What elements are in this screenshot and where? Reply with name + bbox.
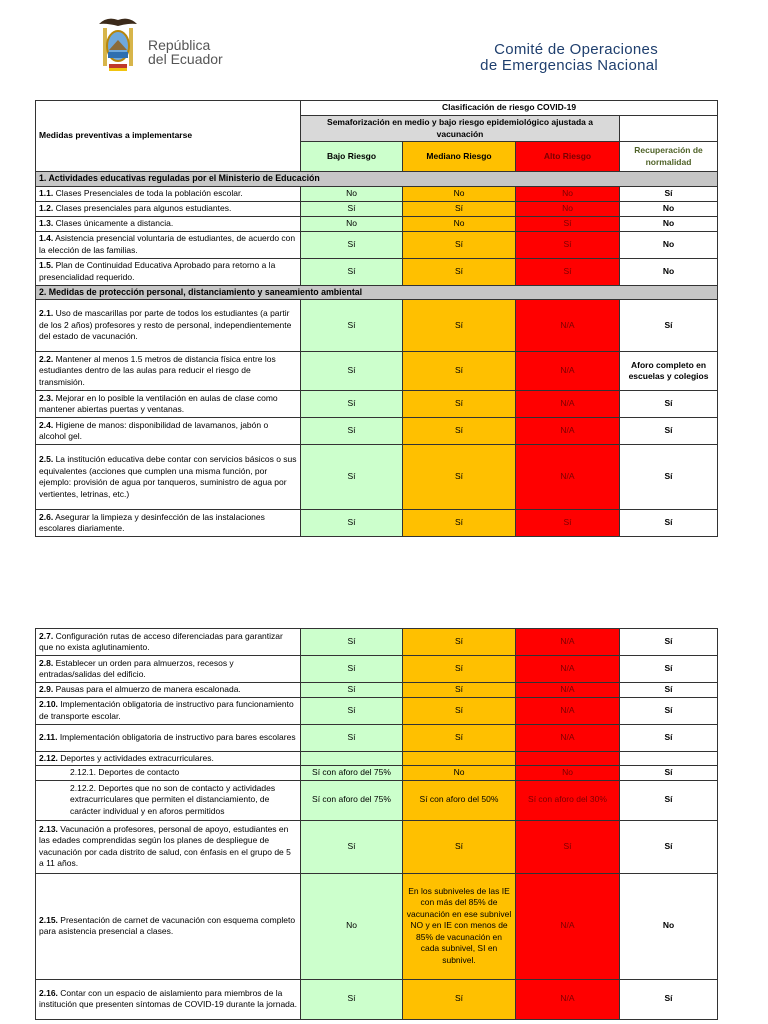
measure-text: Implementación obligatoria de instructivo para bares escolares [59, 731, 296, 742]
measure-number: 2.1. [39, 308, 54, 319]
high-risk-cell [516, 216, 620, 231]
coe-title [480, 42, 658, 74]
low-risk-cell [301, 724, 403, 751]
high-risk-cell [516, 629, 620, 656]
low-risk-cell [301, 510, 403, 537]
high-risk-cell [516, 201, 620, 216]
recovery-cell [620, 724, 718, 751]
table-row [36, 979, 718, 1019]
table-row [36, 418, 718, 445]
medium-risk-cell [403, 979, 516, 1019]
low-risk-cell-value: Sí [347, 704, 356, 715]
medium-risk-cell-value: Sí [454, 202, 464, 213]
measure-cell [36, 186, 301, 201]
high-risk-cell-value: N/A [560, 636, 575, 647]
measure-number: 2.13. [39, 823, 58, 834]
table-row [36, 683, 718, 698]
measure-number: 2.10. [39, 699, 58, 709]
recovery-cell [620, 656, 718, 683]
recovery-cell [620, 300, 718, 352]
low-risk-cell-value: Sí [347, 517, 356, 528]
gov-line-1: República [148, 37, 211, 53]
recovery-cell-value: Sí [664, 471, 673, 482]
high-risk-cell-value: N/A [560, 684, 575, 694]
medium-risk-cell [403, 820, 516, 873]
high-risk-cell [516, 780, 620, 820]
measure-cell [36, 216, 301, 231]
recovery-cell-value: Aforo completo en escuelas y colegios [628, 359, 709, 381]
recovery-cell-value: Sí [664, 663, 673, 674]
recovery-cell-value: Sí [664, 187, 673, 198]
recovery-cell [620, 979, 718, 1019]
medium-risk-cell [403, 629, 516, 656]
recovery-cell [620, 418, 718, 445]
medium-risk-cell-value: Sí [454, 425, 464, 436]
high-risk-cell [516, 683, 620, 698]
low-risk-cell [301, 352, 403, 391]
low-risk-cell [301, 766, 403, 781]
recovery-cell-value: Sí [664, 794, 673, 805]
medium-risk-cell [403, 216, 516, 231]
gov-line-2: del Ecuador [148, 51, 223, 67]
high-risk-cell-value: Sí [563, 238, 572, 249]
medium-risk-cell-value: Sí [454, 265, 464, 276]
recovery-cell [620, 352, 718, 391]
recovery-cell-value: No [662, 265, 675, 276]
high-risk-cell-value: N/A [560, 319, 575, 330]
recovery-header: Recuperación de normalidad [620, 142, 718, 172]
high-risk-cell-value: N/A [560, 471, 575, 482]
classification-header: Clasificación de riesgo COVID-19 [301, 101, 718, 116]
table-row [36, 300, 718, 352]
medium-risk-cell-value: Sí [454, 704, 464, 715]
measure-cell [36, 751, 301, 766]
recovery-cell-value: Sí [664, 731, 673, 742]
recovery-cell [620, 201, 718, 216]
measure-text: Deportes que no son de contacto y actividades extracurriculares que permiten el distanciamiento, de carácter individual y en aforos permitidos [70, 782, 276, 816]
medium-risk-cell [403, 300, 516, 352]
recovery-cell-value: No [662, 238, 675, 249]
measure-text: Uso de mascarillas por parte de todos los estudiantes (a partir de los 2 años) profesores y resto de personal, independientemente del estado de vacunación. [39, 308, 292, 342]
high-risk-cell [516, 697, 620, 724]
low-risk-cell [301, 751, 403, 766]
measure-cell [36, 656, 301, 683]
recovery-cell [620, 873, 718, 979]
low-risk-cell [301, 445, 403, 510]
recovery-cell-value: Sí [664, 684, 673, 694]
low-risk-cell [301, 873, 403, 979]
medium-risk-cell-value: Sí [454, 238, 464, 249]
low-risk-cell-value: No [346, 187, 357, 198]
table-row [36, 231, 718, 258]
low-risk-cell [301, 258, 403, 285]
recovery-cell-value: Sí [664, 840, 673, 851]
low-risk-cell [301, 186, 403, 201]
high-risk-cell [516, 300, 620, 352]
recovery-cell [620, 780, 718, 820]
medium-risk-cell-value: Sí [454, 471, 464, 482]
table-row [36, 766, 718, 781]
medium-risk-cell [403, 418, 516, 445]
table-row [36, 510, 718, 537]
recovery-cell [620, 510, 718, 537]
table-row [36, 697, 718, 724]
high-risk-cell-value: N/A [560, 398, 575, 409]
table-row [36, 873, 718, 979]
measure-text: Deportes de contacto [98, 767, 180, 777]
measure-cell [36, 258, 301, 285]
recovery-cell-value: Sí [664, 636, 673, 647]
high-risk-cell [516, 418, 620, 445]
recovery-cell [620, 216, 718, 231]
table-row [36, 258, 718, 285]
table-row [36, 780, 718, 820]
measure-cell [36, 418, 301, 445]
low-risk-header: Bajo Riesgo [301, 142, 403, 172]
measure-number: 1.1. [39, 187, 54, 198]
measure-number: 2.16. [39, 987, 58, 998]
measure-text: Pausas para el almuerzo de manera escalonada. [55, 684, 241, 694]
low-risk-cell-value: Sí con aforo del 75% [312, 794, 391, 805]
measure-cell [36, 683, 301, 698]
high-risk-cell-value: No [562, 202, 573, 213]
measure-text: Establecer un orden para almuerzos, recesos y entradas/salidas del edificio. [39, 657, 234, 679]
low-risk-cell-value: Sí [347, 471, 356, 482]
low-risk-cell-value: Sí [347, 993, 356, 1004]
recovery-cell [620, 391, 718, 418]
measure-cell [36, 231, 301, 258]
medium-risk-cell [403, 683, 516, 698]
measure-text: Deportes y actividades extracurriculares. [60, 752, 214, 763]
measure-cell [36, 629, 301, 656]
table-row [36, 820, 718, 873]
low-risk-cell-value: Sí [347, 840, 356, 851]
high-risk-cell-value: Sí [563, 265, 572, 276]
recovery-cell-value: Sí [664, 319, 673, 330]
high-risk-cell [516, 445, 620, 510]
measure-text: Asegurar la limpieza y desinfección de las instalaciones escolares diariamente. [39, 511, 265, 533]
low-risk-cell [301, 683, 403, 698]
table-row [36, 656, 718, 683]
high-risk-cell [516, 186, 620, 201]
low-risk-cell-value: Sí [347, 398, 356, 409]
medium-risk-cell [403, 201, 516, 216]
low-risk-cell [301, 418, 403, 445]
measure-cell [36, 724, 301, 751]
measure-number: 2.12.1. [70, 767, 96, 777]
medium-risk-cell [403, 510, 516, 537]
measure-number: 1.4. [39, 233, 54, 243]
high-risk-header-label: Alto Riesgo [543, 150, 592, 161]
recovery-cell-value: Sí [664, 767, 673, 777]
high-risk-cell-value: N/A [560, 704, 575, 715]
medium-risk-cell [403, 724, 516, 751]
section-2-title: 2. Medidas de protección personal, distanciamiento y saneamiento ambiental [36, 285, 718, 300]
medium-risk-cell-value: Sí [454, 731, 464, 742]
low-risk-cell [301, 979, 403, 1019]
medium-risk-cell [403, 766, 516, 781]
low-risk-cell [301, 780, 403, 820]
medium-risk-cell [403, 697, 516, 724]
medium-risk-cell-value: Sí con aforo del 50% [419, 794, 499, 805]
measure-text: Clases únicamente a distancia. [55, 217, 174, 228]
low-risk-cell [301, 629, 403, 656]
measure-number: 2.9. [39, 684, 54, 694]
measure-text: La institución educativa debe contar con servicios básicos o sus equivalentes (acciones que cumplen una misma función, por ejemplo: provisión de agua por tanqueros, suministro de agua por vertientes, letrinas, etc.) [39, 454, 297, 499]
medium-risk-cell-value: No [453, 767, 465, 777]
medium-risk-cell-value: Sí [454, 636, 464, 647]
medium-risk-cell-value: En los subniveles de las IE con más del 85% de vacunación en ese subnivel NO y en IE con menos de 85% de vacunación en cada subnivel, SI en subnivel. [406, 885, 512, 965]
medium-risk-cell [403, 231, 516, 258]
low-risk-cell-value: Sí [347, 731, 356, 742]
recovery-cell [620, 258, 718, 285]
measure-cell [36, 820, 301, 873]
table-row [36, 186, 718, 201]
high-risk-header [516, 142, 620, 172]
medium-risk-cell-value: Sí [454, 398, 464, 409]
medium-risk-cell-value: Sí [454, 365, 464, 376]
recovery-cell-value: No [662, 920, 675, 931]
high-risk-cell-value: No [562, 767, 573, 777]
low-risk-cell [301, 697, 403, 724]
measure-number: 2.4. [39, 419, 54, 430]
high-risk-cell [516, 751, 620, 766]
low-risk-cell [301, 201, 403, 216]
measure-number: 1.2. [39, 202, 54, 213]
page-header [0, 0, 768, 95]
coe-line-2: de Emergencias Nacional [480, 57, 658, 74]
measure-text: Asistencia presencial voluntaria de estudiantes, de acuerdo con la elección de las familias. [39, 233, 296, 255]
recovery-cell-value: Sí [664, 517, 673, 528]
measure-text: Configuración rutas de acceso diferenciadas para garantizar que no exista aglutinamiento. [39, 630, 283, 652]
low-risk-cell-value: Sí [347, 265, 356, 276]
recovery-cell-value: No [662, 202, 675, 213]
high-risk-cell-value: No [562, 187, 573, 198]
recovery-cell-value: Sí [664, 398, 673, 409]
medium-risk-cell-value: Sí [454, 663, 464, 674]
high-risk-cell [516, 258, 620, 285]
medium-risk-cell-value: Sí [454, 517, 464, 528]
recovery-cell [620, 751, 718, 766]
high-risk-cell [516, 873, 620, 979]
high-risk-cell [516, 391, 620, 418]
low-risk-cell-value: Sí [347, 425, 356, 436]
measure-cell [36, 780, 301, 820]
high-risk-cell [516, 656, 620, 683]
recovery-cell [620, 820, 718, 873]
measure-text: Presentación de carnet de vacunación con esquema completo para asistencia presencial a clases. [39, 914, 296, 936]
medium-risk-cell-value: Sí [454, 319, 464, 330]
measure-number: 2.12.2. [70, 782, 96, 793]
high-risk-cell-value: Sí con aforo del 30% [528, 794, 607, 805]
low-risk-cell [301, 231, 403, 258]
low-risk-cell-value: Sí [347, 202, 356, 213]
low-risk-cell [301, 820, 403, 873]
high-risk-cell-value: N/A [560, 993, 575, 1004]
measure-number: 2.6. [39, 511, 54, 522]
recovery-cell-value: Sí [664, 704, 673, 715]
section-1-title: 1. Actividades educativas reguladas por el Ministerio de Educación [36, 172, 718, 187]
low-risk-cell [301, 300, 403, 352]
low-risk-cell-value: Sí [347, 636, 356, 647]
measure-text: Vacunación a profesores, personal de apoyo, estudiantes en las edades comprendidas según los planes de despliegue de vacunación por cada distrito de salud, con énfasis en el grupo de 5 a 11 años. [39, 823, 291, 868]
high-risk-cell [516, 352, 620, 391]
measure-cell [36, 697, 301, 724]
measure-number: 1.3. [39, 217, 54, 228]
empty-header-cell [620, 116, 718, 142]
measure-number: 2.11. [39, 731, 58, 742]
risk-table-bottom [35, 628, 718, 1020]
high-risk-cell [516, 724, 620, 751]
low-risk-cell-value: Sí [347, 319, 356, 330]
measure-number: 2.5. [39, 454, 54, 464]
medium-risk-cell [403, 186, 516, 201]
high-risk-cell [516, 510, 620, 537]
table-row [36, 751, 718, 766]
medium-risk-cell [403, 780, 516, 820]
measure-number: 2.2. [39, 353, 54, 364]
recovery-cell-value: Sí [664, 425, 673, 436]
recovery-cell-value: Sí [664, 993, 673, 1004]
measure-cell [36, 201, 301, 216]
measure-text: Higiene de manos: disponibilidad de lavamanos, jabón o alcohol gel. [39, 419, 269, 441]
medium-risk-cell [403, 258, 516, 285]
table-row [36, 216, 718, 231]
recovery-cell [620, 629, 718, 656]
coe-line-1: Comité de Operaciones [494, 41, 658, 58]
medium-risk-cell-value: Sí [454, 840, 464, 851]
medium-risk-cell [403, 751, 516, 766]
ecuador-coat-of-arms-icon [95, 14, 141, 76]
medium-risk-cell [403, 445, 516, 510]
low-risk-cell-value: Sí con aforo del 75% [312, 767, 391, 777]
measure-cell [36, 510, 301, 537]
measure-number: 2.15. [39, 914, 58, 925]
high-risk-cell-value: N/A [560, 731, 575, 742]
medium-risk-cell [403, 873, 516, 979]
medium-risk-cell-value: Sí [454, 684, 464, 694]
high-risk-cell-value: Sí [563, 217, 572, 228]
measure-text: Plan de Continuidad Educativa Aprobado para retorno a la presencialidad requerido. [39, 260, 276, 282]
table-row [36, 391, 718, 418]
measure-cell [36, 766, 301, 781]
high-risk-cell [516, 231, 620, 258]
measure-text: Clases Presenciales de toda la población escolar. [55, 187, 243, 198]
measure-number: 2.8. [39, 657, 54, 668]
high-risk-cell-value: N/A [560, 425, 575, 436]
recovery-cell [620, 697, 718, 724]
low-risk-cell [301, 656, 403, 683]
medium-risk-cell [403, 656, 516, 683]
measure-cell [36, 873, 301, 979]
measure-number: 2.12. [39, 752, 58, 763]
measure-text: Implementación obligatoria de instructivo para funcionamiento de transporte escolar. [39, 699, 294, 721]
high-risk-cell [516, 766, 620, 781]
measure-cell [36, 445, 301, 510]
table-row [36, 724, 718, 751]
low-risk-cell-value: Sí [347, 238, 356, 249]
medium-risk-cell-value: No [453, 217, 465, 228]
table-row [36, 629, 718, 656]
recovery-cell [620, 186, 718, 201]
risk-table-top [35, 100, 718, 537]
measure-cell [36, 300, 301, 352]
low-risk-cell [301, 391, 403, 418]
medium-risk-cell [403, 352, 516, 391]
recovery-cell [620, 766, 718, 781]
medium-risk-cell-value: No [453, 187, 465, 198]
measure-cell [36, 979, 301, 1019]
recovery-cell [620, 445, 718, 510]
measure-number: 2.3. [39, 392, 54, 403]
low-risk-cell-value: No [346, 217, 357, 228]
table-row [36, 352, 718, 391]
government-logo-text [148, 38, 223, 66]
high-risk-cell [516, 979, 620, 1019]
measure-text: Mejorar en lo posible la ventilación en aulas de clase como mantener abiertas puertas y ventanas. [39, 392, 278, 414]
measure-number: 2.7. [39, 630, 54, 641]
measure-cell [36, 391, 301, 418]
table-row [36, 445, 718, 510]
recovery-cell [620, 683, 718, 698]
measure-number: 1.5. [39, 260, 54, 270]
medium-risk-cell [403, 391, 516, 418]
measure-text: Contar con un espacio de aislamiento para miembros de la institución que presenten síntomas de COVID-19 durante la jornada. [39, 987, 297, 1009]
measure-text: Mantener al menos 1.5 metros de distancia física entre los estudiantes dentro de las aulas para reducir el riesgo de transmisión. [39, 353, 276, 387]
high-risk-cell-value: N/A [560, 663, 575, 674]
low-risk-cell-value: No [346, 920, 357, 931]
measure-cell [36, 352, 301, 391]
medium-risk-cell-value: Sí [454, 993, 464, 1004]
measures-column-header: Medidas preventivas a implementarse [36, 101, 301, 172]
recovery-cell [620, 231, 718, 258]
low-risk-cell-value: Sí [347, 365, 356, 376]
recovery-cell-value: No [662, 217, 675, 228]
low-risk-cell [301, 216, 403, 231]
high-risk-cell-value: N/A [560, 920, 575, 931]
low-risk-cell-value: Sí [347, 684, 356, 694]
high-risk-cell-value: Sí [563, 517, 572, 528]
high-risk-cell [516, 820, 620, 873]
table-row [36, 201, 718, 216]
measure-text: Clases presenciales para algunos estudiantes. [55, 202, 232, 213]
semaforo-header: Semaforización en medio y bajo riesgo epidemiológico ajustada a vacunación [301, 116, 620, 142]
medium-risk-header: Mediano Riesgo [403, 142, 516, 172]
high-risk-cell-value: Sí [563, 840, 572, 851]
low-risk-cell-value: Sí [347, 663, 356, 674]
high-risk-cell-value: N/A [560, 365, 575, 376]
